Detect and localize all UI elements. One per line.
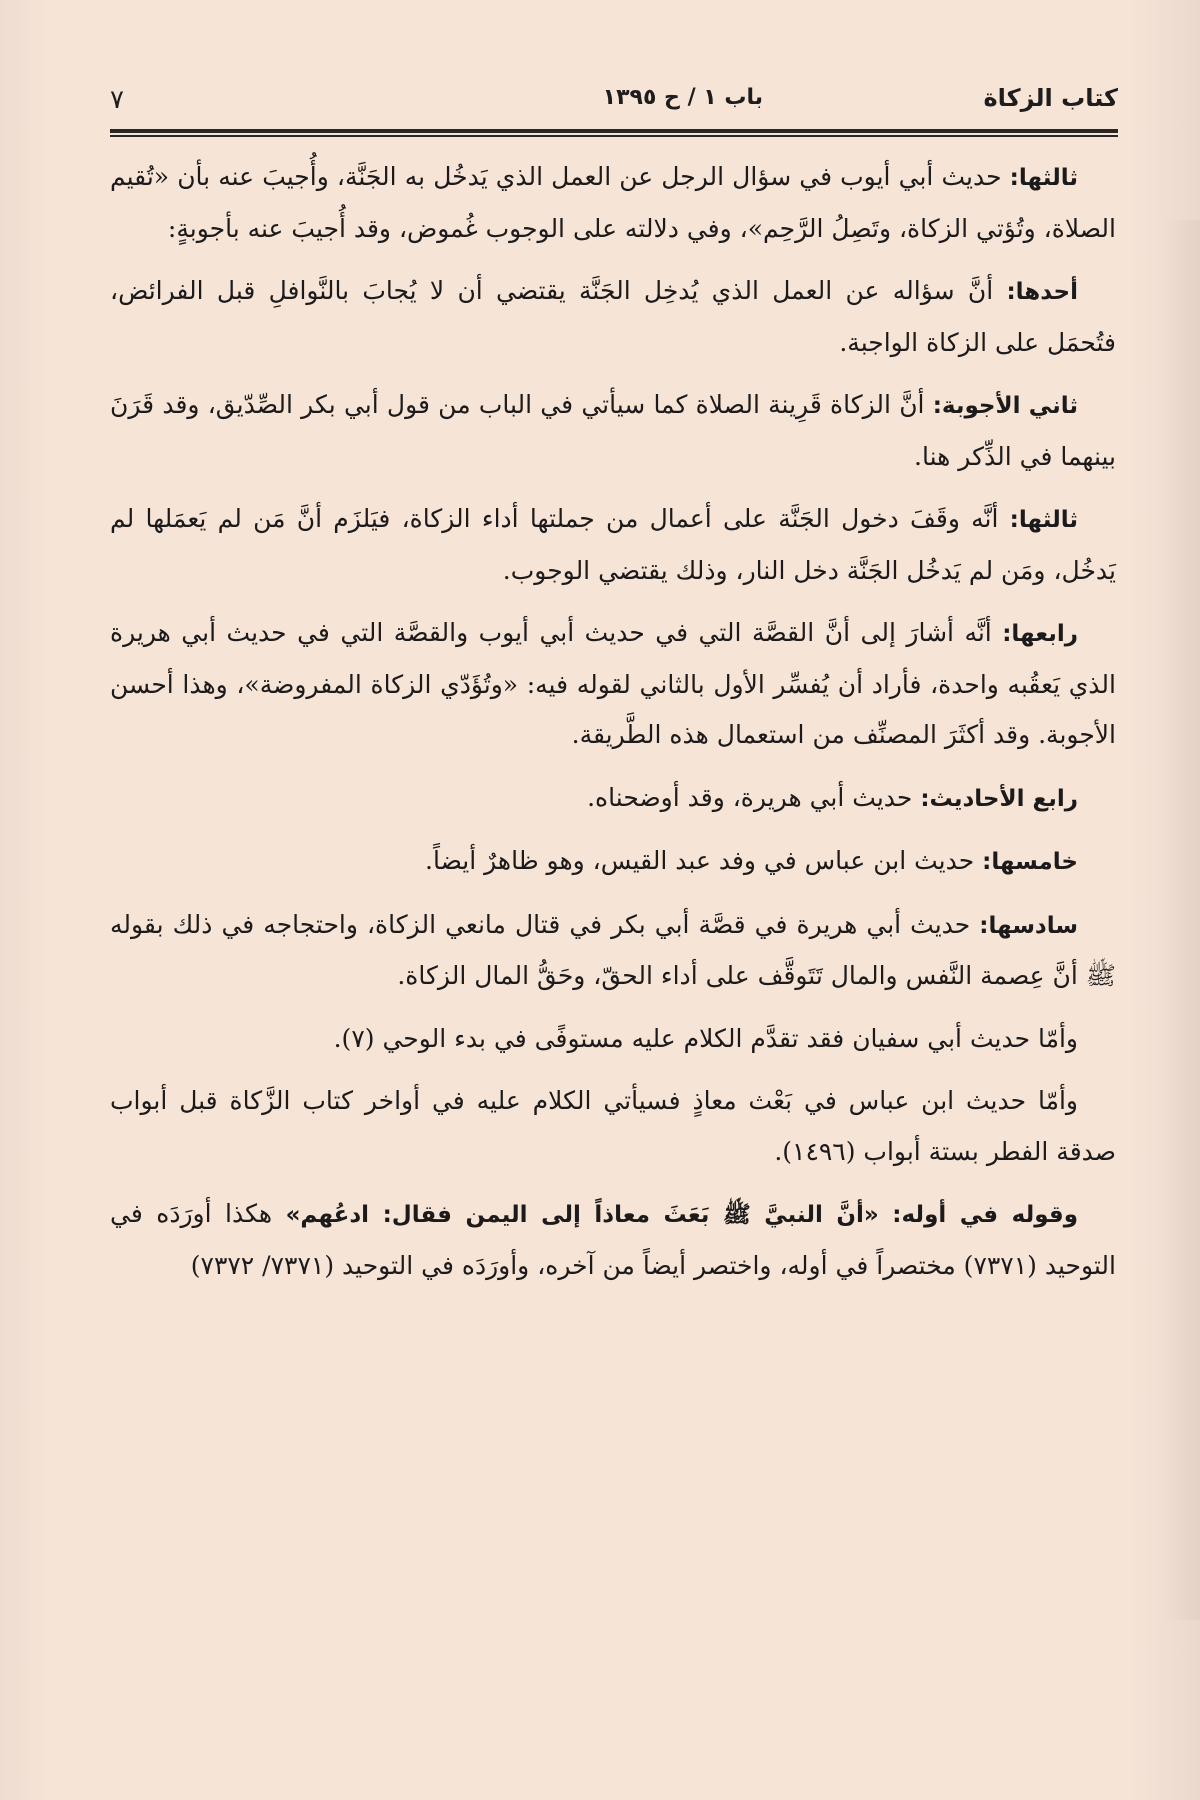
paragraph-text: حديث ابن عباس في وفد عبد القيس، وهو ظاهرٌ أيضاً. (425, 846, 983, 875)
page-number: ٧ (110, 85, 124, 115)
paragraph-answer-1 (110, 266, 1116, 368)
paragraph-text: أنَّه أشارَ إلى أنَّ القصَّة التي في حديث أبي أيوب والقصَّة التي في حديث أبي هريرة الذي يَعقُبه واحدة، فأراد أن يُفسِّر الأول بالثاني لقوله فيه: «وتُؤَدّي الزكاة المفروضة»، وهذا أحسن الأجوبة. وقد أكثَرَ المصنِّف من استعمال هذه الطَّريقة. (110, 618, 1116, 749)
paragraph-lead: خامسها: (982, 849, 1078, 875)
paragraph-text: أنَّ سؤاله عن العمل الذي يُدخِل الجَنَّة يقتضي أن لا يُجابَ بالنَّوافلِ قبل الفرائض، فتُحمَل على الزكاة الواجبة. (110, 276, 1116, 357)
header-double-rule (110, 129, 1118, 139)
chapter-reference: باب ١ / ح ١٣٩٥ (602, 85, 763, 110)
paragraph-text: حديث أبي هريرة، وقد أوضحناه. (587, 782, 921, 812)
paragraph-sixth-hadith (110, 900, 1116, 1002)
paragraph-text: حديث أبي أيوب في سؤال الرجل عن العمل الذي يَدخُل به الجَنَّة، وأُجيبَ عنه بأن «تُقيم الصلاة، وتُؤتي الزكاة، وتَصِلُ الرَّحِم»، وفي دلالته على الوجوب غُموض، وقد أُجيبَ عنه بأجوبةٍ: (110, 162, 1116, 243)
paragraph-text: أنَّه وقَفَ دخول الجَنَّة على أعمال من جملتها أداء الزكاة، فيَلزَم أنَّ مَن لم يَعمَلها لم يَدخُل، ومَن لم يَدخُل الجَنَّة دخل النار، وذلك يقتضي الوجوب. (110, 504, 1116, 585)
paragraph-abu-sufyan (110, 1014, 1116, 1065)
paragraph-text: حديث أبي هريرة في قصَّة أبي بكر في قتال مانعي الزكاة، واحتجاجه في ذلك بقوله ﷺ أنَّ عِصمة النَّفس والمال تَتَوقَّف على أداء الحقّ، وحَقُّ المال الزكاة. (110, 909, 1116, 990)
paragraph-text: هكذا أورَدَه في التوحيد (٧٣٧١) مختصراً في أوله، واختصر أيضاً من آخره، وأورَدَه في التوحيد (٧٣٧١/ ٧٣٧٢) (110, 1199, 1116, 1280)
paragraph-lead: سادسها: (979, 912, 1078, 939)
book-title: كتاب الزكاة (983, 84, 1118, 112)
paragraph-third-hadith (110, 152, 1116, 254)
page-edge-shadow (1160, 220, 1200, 1620)
paragraph-text: وأمّا حديث ابن عباس في بَعْث معاذٍ فسيأتي الكلام عليه في أواخر كتاب الزَّكاة قبل أبواب صدقة الفطر بستة أبواب (١٤٩٦). (110, 1086, 1116, 1166)
body-text (110, 152, 1116, 1303)
paragraph-lead: وقوله في أوله: (892, 1202, 1078, 1228)
paragraph-text: أنَّ الزكاة قَرِينة الصلاة كما سيأتي في الباب من قول أبي بكر الصِّدّيق، وقد قَرَنَ بينهما في الذِّكر هنا. (110, 390, 1116, 471)
paragraph-his-saying (110, 1189, 1116, 1291)
paragraph-answer-2 (110, 380, 1116, 482)
paragraph-lead: ثالثها: (1009, 507, 1078, 533)
paragraph-ibn-abbas (110, 1076, 1116, 1177)
paragraph-lead: ثالثها: (1009, 165, 1078, 191)
paragraph-lead: رابع الأحاديث: (920, 785, 1078, 812)
paragraph-answer-3 (110, 494, 1116, 596)
paragraph-fourth-hadith (110, 773, 1116, 825)
paragraph-lead: ثاني الأجوبة: (932, 393, 1078, 419)
paragraph-text: وأمّا حديث أبي سفيان فقد تقدَّم الكلام عليه مستوفًى في بدء الوحي (٧). (333, 1023, 1078, 1053)
paragraph-lead: رابعها: (1002, 621, 1078, 647)
paragraph-fifth-hadith (110, 836, 1116, 888)
rule-thin-line (110, 135, 1118, 137)
hadith-quote: «أنَّ النبيَّ ﷺ بَعَثَ معاذاً إلى اليمن فقال: ادعُهم» (285, 1202, 893, 1228)
paragraph-lead: أحدها: (1006, 279, 1078, 305)
paragraph-answer-4 (110, 608, 1116, 761)
running-header (110, 78, 1118, 122)
